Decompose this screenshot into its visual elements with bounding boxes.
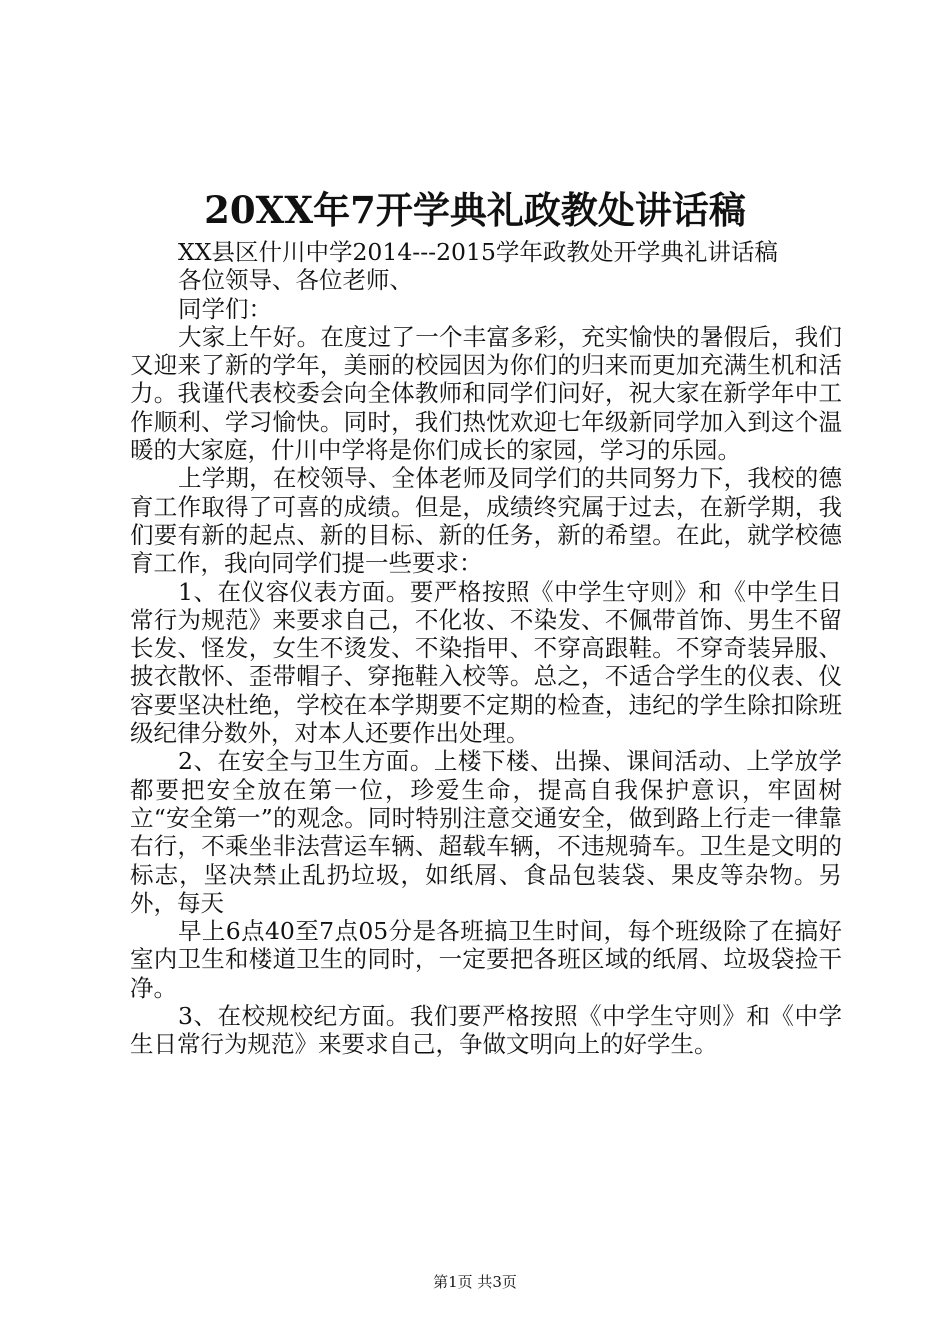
document-title: 20XX年7开学典礼政教处讲话稿: [204, 188, 746, 232]
paragraph-appearance: 1、在仪容仪表方面。要严格按照《中学生守则》和《中学生日常行为规范》来要求自己，不化妆、不染发、不佩带首饰、男生不留长发、怪发，女生不烫发、不染指甲、不穿高跟鞋。不穿奇装异服、披衣散怀、歪带帽子、穿拖鞋入校等。总之，不适合学生的仪表、仪容要坚决杜绝，学校在本学期要不定期的检查，违纪的学生除扣除班级纪律分数外，对本人还要作出处理。: [130, 577, 842, 748]
paragraph-greeting: 大家上午好。在度过了一个丰富多彩，充实愉快的暑假后，我们又迎来了新的学年，美丽的校园因为你们的归来而更加充满生机和活力。我谨代表校委会向全体教师和同学们问好，祝大家在新学年中工作顺利、学习愉快。同时，我们热忱欢迎七年级新同学加入到这个温暖的大家庭，什川中学将是你们成长的家园，学习的乐园。: [130, 322, 842, 465]
paragraph-last-semester: 上学期，在校领导、全体老师及同学们的共同努力下，我校的德育工作取得了可喜的成绩。但是，成绩终究属于过去，在新学期，我们要有新的起点、新的目标、新的任务，新的希望。在此，就学校德育工作，我向同学们提一些要求：: [130, 464, 842, 578]
document-body: [130, 238, 842, 1059]
salutation-line-2: 同学们：: [178, 294, 272, 323]
paragraph-cleaning-time: 早上6点40至7点05分是各班搞卫生时间，每个班级除了在搞好室内卫生和楼道卫生的同时，一定要把各班区域的纸屑、垃圾袋捡干净。: [130, 917, 842, 1002]
paragraph-safety-hygiene: 2、在安全与卫生方面。上楼下楼、出操、课间活动、上学放学都要把安全放在第一位，珍爱生命，提高自我保护意识，牢固树立“安全第一”的观念。同时特别注意交通安全，做到路上行走一律靠右行，不乘坐非法营运车辆、超载车辆，不违规骑车。卫生是文明的标志，坚决禁止乱扔垃圾，如纸屑、食品包装袋、果皮等杂物。另外，每天: [130, 747, 842, 917]
subtitle-line: XX县区什川中学2014---2015学年政教处开学典礼讲话稿: [178, 238, 778, 266]
page-number-footer: 第1页 共3页: [433, 1273, 517, 1291]
paragraph-school-rules: 3、在校规校纪方面。我们要严格按照《中学生守则》和《中学生日常行为规范》来要求自己，争做文明向上的好学生。: [130, 1002, 842, 1059]
salutation-line-1: 各位领导、各位老师、: [178, 266, 413, 295]
